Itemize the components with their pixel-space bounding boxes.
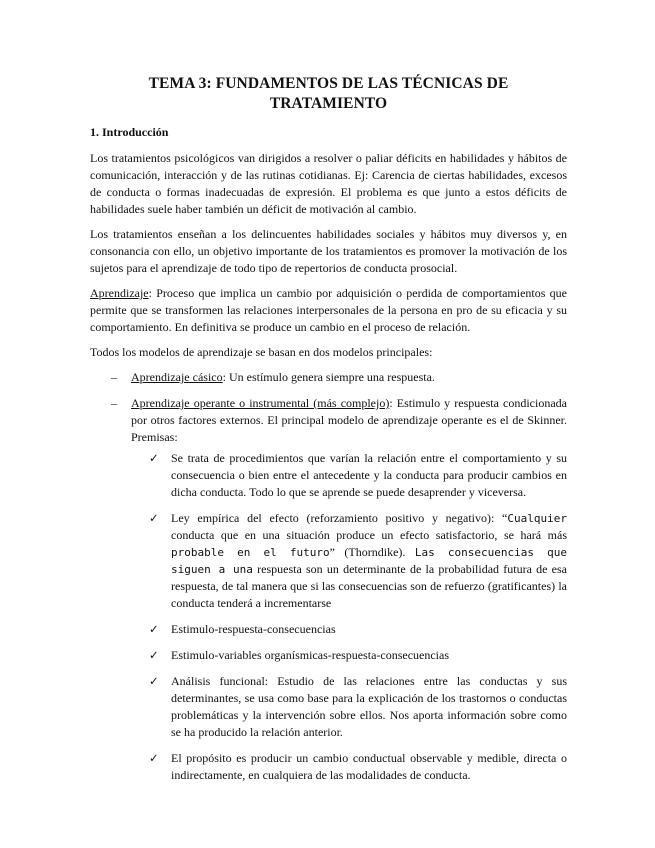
aprendizaje-definition: : Proceso que implica un cambio por adquisición o perdida de comportamientos que permite que se transformen las relaciones interpersonales de la persona en pro de su eficacia y su comportamiento. En definitiva se produce un cambio en el proceso de relación. — [90, 286, 567, 334]
document-title: TEMA 3: FUNDAMENTOS DE LAS TÉCNICAS DE TRATAMIENTO — [148, 75, 509, 112]
list-item-premisa-erc — [131, 621, 567, 638]
operant-text: : Estimulo y respuesta condicionada por otros factores externos. El principal modelo de aprendizaje operante es el de Skinner. Premisas: — [131, 396, 567, 444]
checkmark-icon: ✓ — [149, 451, 159, 465]
list-item-premisa-ley-efecto — [131, 510, 567, 612]
checkmark-icon: ✓ — [149, 674, 159, 688]
ley-prefix: Ley empírica del efecto (reforzamiento positivo y negativo): “ — [171, 511, 508, 525]
checkmark-icon: ✓ — [149, 751, 159, 765]
premisa-text: El propósito es producir un cambio conductual observable y medible, directa o indirectamente, en cualquiera de las modalidades de conducta. — [171, 751, 567, 782]
list-item-premisa-analisis — [131, 673, 567, 741]
list-item-premisa-proposito — [131, 750, 567, 784]
classical-term: Aprendizaje cásico — [131, 370, 223, 384]
list-item-classical — [90, 369, 567, 386]
list-item-premisa-eorc — [131, 647, 567, 664]
premisa-text: Estimulo-respuesta-consecuencias — [171, 622, 336, 636]
premisa-text: Estimulo-variables organísmicas-respuesta-consecuencias — [171, 648, 450, 662]
ley-attribution: ” (Thorndike). — [329, 545, 415, 559]
ley-rest: respuesta son un determinante de la probabilidad futura de esa respuesta, de tal manera que si las consecuencias son de refuerzo (gratificantes) la conducta tenderá a incrementarse — [171, 562, 567, 610]
paragraph-habilidades: Los tratamientos enseñan a los delincuentes habilidades sociales y hábitos muy diversos y, en consonancia con ello, un objetivo importante de los tratamientos es promover la motivación de los sujetos para el aprendizaje de todo tipo de repertorios de conducta prosocial. — [90, 227, 567, 275]
dash-bullet: – — [111, 396, 117, 410]
premisa-text: Análisis funcional: Estudio de las relaciones entre las conductas y sus determinantes, se usa como base para la explicación de los trastornos o conductas problemáticas y la intervención sobre ellos. Nos aporta información sobre como se ha producido la relación anterior. — [171, 674, 567, 739]
section-heading: 1. Introducción — [90, 125, 169, 139]
paragraph-aprendizaje — [90, 285, 567, 336]
checkmark-icon: ✓ — [149, 622, 159, 636]
ley-quote-start: Cualquier — [507, 512, 567, 525]
ley-underlined-phrase: Las consecuencias que siguen a una — [171, 546, 568, 576]
paragraph-deficits: Los tratamientos psicológicos van dirigidos a resolver o paliar déficits en habilidades y hábitos de comunicación, interacción y de las rutinas cotidianas. Ej: Carencia de ciertas habilidades, excesos de conducta o formas inadecuadas de expresión. El problema es que junto a estos déficits de habilidades suele haber también un déficit de motivación al cambio. — [90, 151, 567, 216]
models-list — [90, 369, 567, 784]
operant-term: Aprendizaje operante o instrumental (más complejo) — [131, 396, 390, 410]
aprendizaje-term: Aprendizaje — [90, 286, 149, 300]
premisas-list — [131, 450, 567, 784]
checkmark-icon: ✓ — [149, 511, 159, 525]
checkmark-icon: ✓ — [149, 648, 159, 662]
premisa-text: Se trata de procedimientos que varían la relación entre el comportamiento y su consecuencia o bien entre el antecedente y la conducta para producir cambios en dicha conducta. Todo lo que se aprende se puede desaprender y viceversa. — [171, 451, 567, 499]
ley-quote-middle: conducta que en una situación produce un efecto satisfactorio, se hará más — [171, 528, 567, 542]
dash-bullet: – — [111, 370, 117, 384]
classical-text: : Un estímulo genera siempre una respuesta. — [222, 370, 435, 384]
ley-quote-end: probable en el futuro — [171, 546, 330, 559]
list-item-operant — [90, 395, 567, 784]
list-item-premisa-procedimientos — [131, 450, 567, 501]
paragraph-models-intro: Todos los modelos de aprendizaje se basan en dos modelos principales: — [90, 345, 433, 359]
